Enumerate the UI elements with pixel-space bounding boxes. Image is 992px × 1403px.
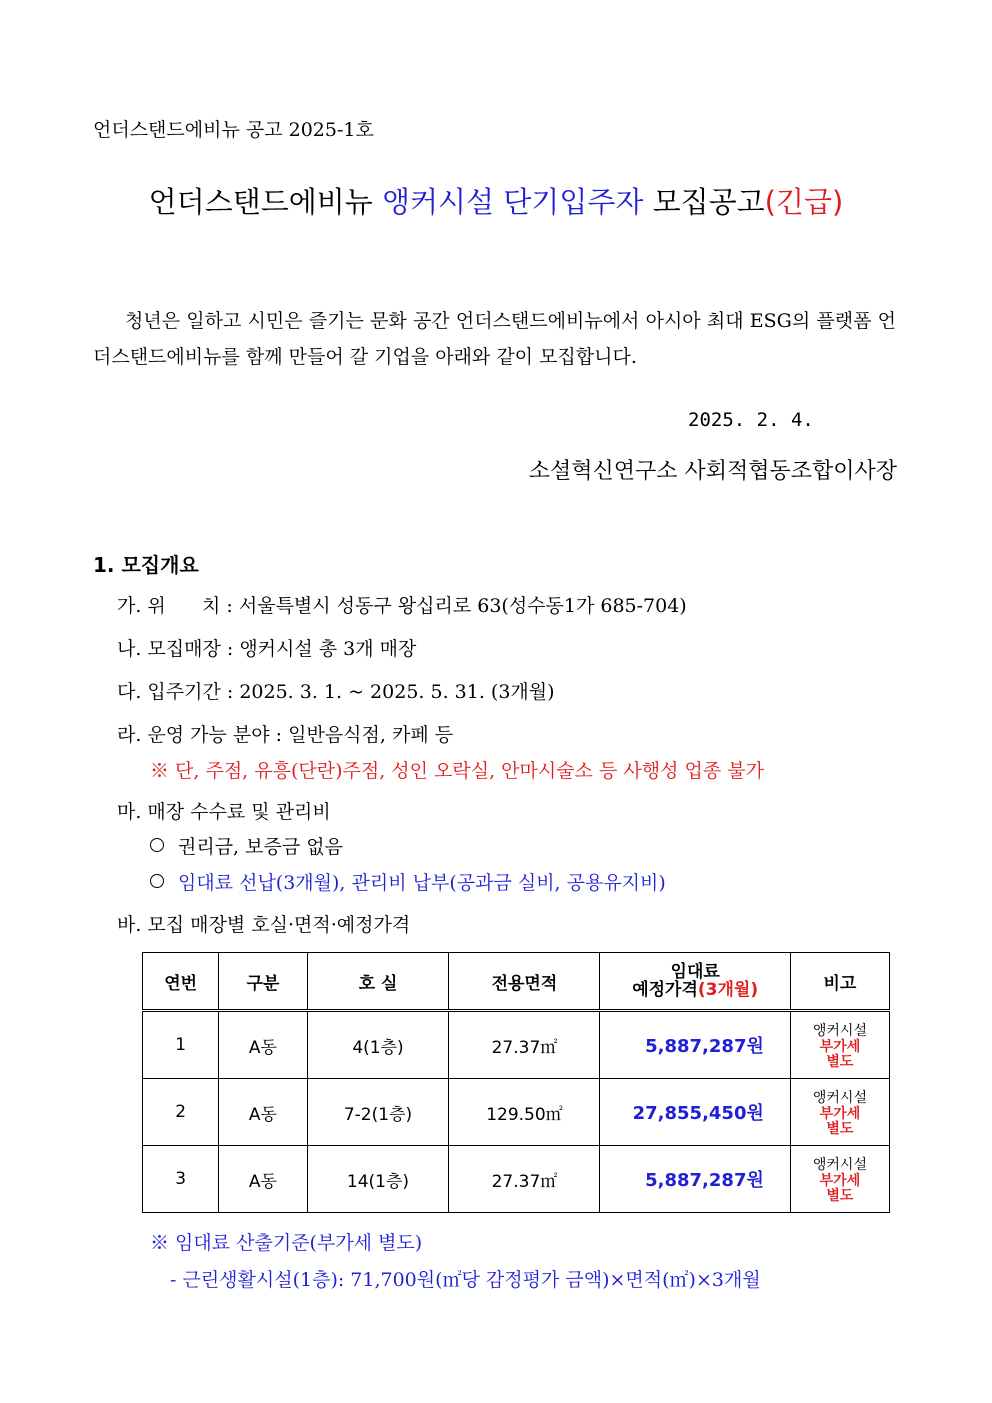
cell-room: 4(1층): [307, 1011, 449, 1079]
item-stores: 나. 모집매장 : 앵커시설 총 3개 매장: [117, 638, 417, 660]
fee-item-2: [150, 868, 666, 895]
table-header-row: [143, 953, 890, 1011]
header-price-line1: 임대료: [670, 962, 720, 982]
title-part2: 앵커시설 단기입주자: [382, 185, 644, 219]
header-no: 연번: [143, 953, 219, 1011]
note-vat: 부가세: [819, 1173, 861, 1189]
item-location: [117, 591, 687, 618]
item-period: 다. 입주기간 : 2025. 3. 1. ~ 2025. 5. 31. (3개월): [117, 681, 555, 703]
units-table: [142, 952, 890, 1213]
header-type: 구분: [219, 953, 307, 1011]
section-title: 1. 모집개요: [93, 553, 199, 577]
notice-date: 2025. 2. 4.: [688, 409, 814, 431]
item-fields: 라. 운영 가능 분야 : 일반음식점, 카페 등: [117, 724, 454, 746]
cell-area: 129.50㎡: [449, 1079, 600, 1146]
item-fees: 마. 매장 수수료 및 관리비: [117, 801, 331, 823]
header-area: 전용면적: [449, 953, 600, 1011]
price-basis-formula: - 근린생활시설(1층): 71,700원(㎡당 감정평가 금액)×면적(㎡)×3개월: [170, 1269, 761, 1291]
circle-bullet-icon: [150, 874, 164, 888]
header-room: 호 실: [307, 953, 449, 1011]
header-price-line2: 예정가격: [632, 980, 698, 1000]
header-price: [600, 953, 790, 1011]
title-part1: 언더스탠드에비뉴: [148, 185, 383, 219]
fee-item-1-text: 권리금, 보증금 없음: [178, 836, 343, 858]
item-location-text: 가. 위 치 : 서울특별시 성동구 왕십리로 63(성수동1가 685-704): [117, 595, 687, 617]
note-anchor: 앵커시설: [812, 1023, 867, 1039]
circle-bullet-icon: [150, 838, 164, 852]
cell-price: 27,855,450원: [600, 1079, 790, 1146]
item-table-caption: 바. 모집 매장별 호실·면적·예정가격: [117, 914, 411, 936]
title-part3: 모집공고: [643, 185, 765, 219]
notice-number: 언더스탠드에비뉴 공고 2025-1호: [93, 119, 374, 141]
cell-price: 5,887,287원: [600, 1011, 790, 1079]
note-anchor: 앵커시설: [812, 1090, 867, 1106]
fee-item-2-text: 임대료 선납(3개월), 관리비 납부(공과금 실비, 공용유지비): [178, 872, 666, 894]
table-row: [143, 1079, 890, 1146]
header-note: 비고: [790, 953, 889, 1011]
cell-area: 27.37㎡: [449, 1011, 600, 1079]
title-part4: (긴급): [764, 185, 844, 219]
cell-type: A동: [219, 1079, 307, 1146]
note-anchor: 앵커시설: [812, 1157, 867, 1173]
cell-note: [790, 1011, 889, 1079]
page-title: [0, 180, 992, 221]
note-separate: 별도: [826, 1054, 854, 1070]
cell-note: [790, 1146, 889, 1213]
cell-type: A동: [219, 1011, 307, 1079]
cell-room: 14(1층): [307, 1146, 449, 1213]
header-price-line3: (3개월): [697, 980, 759, 1000]
cell-note: [790, 1079, 889, 1146]
price-basis-title: ※ 임대료 산출기준(부가세 별도): [150, 1232, 423, 1254]
note-vat: 부가세: [819, 1039, 861, 1055]
table-row: [143, 1011, 890, 1079]
note-separate: 별도: [826, 1121, 854, 1137]
cell-price: 5,887,287원: [600, 1146, 790, 1213]
note-separate: 별도: [826, 1188, 854, 1204]
cell-area: 27.37㎡: [449, 1146, 600, 1213]
cell-no: 3: [143, 1146, 219, 1213]
signer: 소셜혁신연구소 사회적협동조합이사장: [528, 459, 897, 484]
cell-type: A동: [219, 1146, 307, 1213]
table-row: [143, 1146, 890, 1213]
cell-room: 7-2(1층): [307, 1079, 449, 1146]
intro-paragraph: 청년은 일하고 시민은 즐기는 문화 공간 언더스탠드에비뉴에서 아시아 최대 ESG의 플랫폼 언더스탠드에비뉴를 함께 만들어 갈 기업을 아래와 같이 모집합니다.: [93, 310, 896, 368]
fee-item-1: [150, 832, 343, 859]
cell-no: 1: [143, 1011, 219, 1079]
item-fields-restriction: ※ 단, 주점, 유흥(단란)주점, 성인 오락실, 안마시술소 등 사행성 업종 불가: [150, 760, 764, 782]
cell-no: 2: [143, 1079, 219, 1146]
note-vat: 부가세: [819, 1106, 861, 1122]
